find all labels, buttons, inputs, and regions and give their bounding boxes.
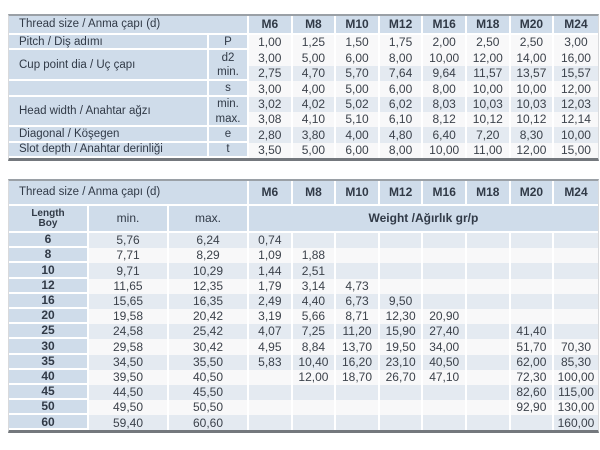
weight-value-cell <box>423 263 467 278</box>
dim-value-cell: 10,12 <box>467 112 511 127</box>
row-symbol: min. <box>209 97 249 112</box>
weight-value-cell <box>293 233 337 248</box>
dim-value-cell: 7,64 <box>380 66 424 81</box>
size-col-header-m6: M6 <box>249 16 293 35</box>
weight-value-cell <box>467 370 511 385</box>
min-value-cell: 29,58 <box>89 339 169 354</box>
weight-value-cell <box>380 263 424 278</box>
dim-value-cell: 2,00 <box>423 35 467 50</box>
weight-value-cell: 12,30 <box>380 309 424 324</box>
dim-value-cell: 3,02 <box>249 97 293 112</box>
length-cell: 8 <box>9 248 89 263</box>
weight-value-cell: 11,20 <box>336 324 380 339</box>
dim-value-cell: 6,10 <box>380 112 424 127</box>
weight-value-cell <box>467 324 511 339</box>
dim-value-cell: 5,02 <box>336 97 380 112</box>
weight-value-cell <box>554 279 598 294</box>
dim-value-cell: 11,00 <box>467 143 511 158</box>
size-col-header-m8: M8 <box>293 16 337 35</box>
weight-value-cell <box>423 294 467 309</box>
weight-band-header: Weight /Ağırlık gr/p <box>249 206 598 233</box>
min-value-cell: 19,58 <box>89 309 169 324</box>
table2-title: Thread size / Anma çapı (d) <box>9 181 249 206</box>
weight-value-cell <box>249 385 293 400</box>
row-label: Pitch / Diş adımı <box>9 35 209 50</box>
max-value-cell: 35,50 <box>169 355 249 370</box>
dim-value-cell: 10,00 <box>423 143 467 158</box>
weight-value-cell <box>467 248 511 263</box>
weight-value-cell: 3,19 <box>249 309 293 324</box>
dim-value-cell: 8,00 <box>380 143 424 158</box>
max-col-header: max. <box>169 206 249 233</box>
dim-value-cell: 4,70 <box>293 66 337 81</box>
weight-value-cell: 7,25 <box>293 324 337 339</box>
weight-value-cell <box>511 263 555 278</box>
weight-value-cell <box>554 248 598 263</box>
size-col-header-m16: M16 <box>423 16 467 35</box>
weight-value-cell <box>511 233 555 248</box>
weight-value-cell <box>467 339 511 354</box>
length-cell: 30 <box>9 339 89 354</box>
weight-value-cell: 41,40 <box>511 324 555 339</box>
weight-value-cell <box>249 415 293 430</box>
dim-value-cell: 14,00 <box>511 50 555 65</box>
dim-value-cell: 15,00 <box>554 143 598 158</box>
weight-value-cell: 160,00 <box>554 415 598 430</box>
length-col-header <box>9 206 89 233</box>
dim-value-cell: 8,00 <box>380 50 424 65</box>
weight-value-cell <box>554 324 598 339</box>
weight-value-cell: 26,70 <box>380 370 424 385</box>
dimensions-table <box>8 14 599 161</box>
weight-value-cell: 1,44 <box>249 263 293 278</box>
weight-value-cell <box>467 294 511 309</box>
weight-value-cell: 19,50 <box>380 339 424 354</box>
dim-value-cell: 1,75 <box>380 35 424 50</box>
max-value-cell: 60,60 <box>169 415 249 430</box>
weight-value-cell: 4,07 <box>249 324 293 339</box>
weight-value-cell: 27,40 <box>423 324 467 339</box>
row-symbol: max. <box>209 112 249 127</box>
dim-value-cell: 10,00 <box>511 81 555 96</box>
dim-value-cell: 5,00 <box>293 143 337 158</box>
length-cell: 45 <box>9 385 89 400</box>
row-symbol: t <box>209 143 249 158</box>
weight-value-cell: 15,90 <box>380 324 424 339</box>
size-col-header-m24: M24 <box>554 16 598 35</box>
max-value-cell: 20,42 <box>169 309 249 324</box>
length-cell: 50 <box>9 400 89 415</box>
dim-value-cell: 9,64 <box>423 66 467 81</box>
min-value-cell: 44,50 <box>89 385 169 400</box>
length-cell: 25 <box>9 324 89 339</box>
weight-value-cell: 70,30 <box>554 339 598 354</box>
size-col-header-m10: M10 <box>336 181 380 206</box>
weight-value-cell: 3,14 <box>293 279 337 294</box>
weight-value-cell: 23,10 <box>380 355 424 370</box>
weight-value-cell: 2,51 <box>293 263 337 278</box>
weight-value-cell <box>336 400 380 415</box>
dim-value-cell: 8,03 <box>423 97 467 112</box>
weight-value-cell <box>380 400 424 415</box>
dim-value-cell: 12,00 <box>467 50 511 65</box>
weight-value-cell <box>336 385 380 400</box>
weight-value-cell: 1,88 <box>293 248 337 263</box>
weight-value-cell <box>467 263 511 278</box>
weight-value-cell: 85,30 <box>554 355 598 370</box>
weight-value-cell: 10,40 <box>293 355 337 370</box>
weight-value-cell: 5,83 <box>249 355 293 370</box>
weight-value-cell: 0,74 <box>249 233 293 248</box>
weight-value-cell: 8,84 <box>293 339 337 354</box>
weight-value-cell <box>467 400 511 415</box>
min-value-cell: 39,50 <box>89 370 169 385</box>
weight-value-cell <box>467 355 511 370</box>
weight-value-cell: 4,40 <box>293 294 337 309</box>
min-value-cell: 11,65 <box>89 279 169 294</box>
dim-value-cell: 3,08 <box>249 112 293 127</box>
weight-value-cell: 4,95 <box>249 339 293 354</box>
weight-value-cell <box>467 233 511 248</box>
dim-value-cell: 1,25 <box>293 35 337 50</box>
dim-value-cell: 1,00 <box>249 35 293 50</box>
weight-value-cell <box>423 233 467 248</box>
max-value-cell: 45,50 <box>169 385 249 400</box>
weight-value-cell: 92,90 <box>511 400 555 415</box>
weight-value-cell <box>336 415 380 430</box>
min-col-header: min. <box>89 206 169 233</box>
weight-value-cell: 40,50 <box>423 355 467 370</box>
dim-value-cell: 2,50 <box>467 35 511 50</box>
weight-value-cell <box>380 415 424 430</box>
dim-value-cell: 16,00 <box>554 50 598 65</box>
dim-value-cell: 5,10 <box>336 112 380 127</box>
length-cell: 6 <box>9 233 89 248</box>
row-symbol: e <box>209 127 249 142</box>
weight-value-cell: 82,60 <box>511 385 555 400</box>
weight-value-cell: 115,00 <box>554 385 598 400</box>
length-header-en: Length <box>31 207 65 219</box>
dim-value-cell: 4,00 <box>336 127 380 142</box>
dim-value-cell: 6,02 <box>380 97 424 112</box>
weight-value-cell <box>511 279 555 294</box>
size-col-header-m18: M18 <box>467 16 511 35</box>
weight-value-cell: 100,00 <box>554 370 598 385</box>
dim-value-cell: 7,20 <box>467 127 511 142</box>
weight-value-cell <box>293 400 337 415</box>
weight-value-cell: 34,00 <box>423 339 467 354</box>
dim-value-cell: 8,00 <box>423 81 467 96</box>
max-value-cell: 12,35 <box>169 279 249 294</box>
weight-value-cell <box>423 248 467 263</box>
dim-value-cell: 4,10 <box>293 112 337 127</box>
dim-value-cell: 5,00 <box>336 81 380 96</box>
weight-value-cell <box>423 415 467 430</box>
size-col-header-m16: M16 <box>423 181 467 206</box>
dim-value-cell: 12,03 <box>554 97 598 112</box>
dim-value-cell: 5,00 <box>293 50 337 65</box>
size-col-header-m12: M12 <box>380 181 424 206</box>
size-col-header-m8: M8 <box>293 181 337 206</box>
dim-value-cell: 3,80 <box>293 127 337 142</box>
row-label: Diagonal / Köşegen <box>9 127 209 142</box>
weight-value-cell <box>467 415 511 430</box>
row-symbol: P <box>209 35 249 50</box>
weight-value-cell: 8,71 <box>336 309 380 324</box>
min-value-cell: 49,50 <box>89 400 169 415</box>
length-weight-table <box>8 179 599 433</box>
weight-value-cell <box>380 248 424 263</box>
weight-value-cell <box>423 279 467 294</box>
length-cell: 60 <box>9 415 89 430</box>
weight-value-cell: 1,09 <box>249 248 293 263</box>
dim-value-cell: 10,03 <box>511 97 555 112</box>
min-value-cell: 24,58 <box>89 324 169 339</box>
max-value-cell: 40,50 <box>169 370 249 385</box>
weight-value-cell: 5,66 <box>293 309 337 324</box>
weight-value-cell <box>554 294 598 309</box>
dim-value-cell: 4,02 <box>293 97 337 112</box>
dim-value-cell: 2,80 <box>249 127 293 142</box>
weight-value-cell <box>336 248 380 263</box>
dim-value-cell: 10,00 <box>423 50 467 65</box>
dim-value-cell: 3,00 <box>249 50 293 65</box>
dim-value-cell: 10,00 <box>467 81 511 96</box>
max-value-cell: 10,29 <box>169 263 249 278</box>
size-col-header-m10: M10 <box>336 16 380 35</box>
dim-value-cell: 4,00 <box>293 81 337 96</box>
weight-value-cell: 13,70 <box>336 339 380 354</box>
row-label <box>9 81 209 96</box>
row-label: Head width / Anahtar ağzı <box>9 97 209 128</box>
dim-value-cell: 12,00 <box>511 143 555 158</box>
dim-value-cell: 10,03 <box>467 97 511 112</box>
weight-value-cell <box>336 263 380 278</box>
weight-value-cell <box>554 263 598 278</box>
dim-value-cell: 1,50 <box>336 35 380 50</box>
row-symbol: s <box>209 81 249 96</box>
weight-value-cell: 47,10 <box>423 370 467 385</box>
length-cell: 16 <box>9 294 89 309</box>
min-value-cell: 7,71 <box>89 248 169 263</box>
length-cell: 12 <box>9 279 89 294</box>
weight-value-cell <box>249 370 293 385</box>
weight-value-cell <box>511 309 555 324</box>
max-value-cell: 16,35 <box>169 294 249 309</box>
min-value-cell: 9,71 <box>89 263 169 278</box>
min-value-cell: 59,40 <box>89 415 169 430</box>
min-value-cell: 34,50 <box>89 355 169 370</box>
length-cell: 20 <box>9 309 89 324</box>
dim-value-cell: 2,75 <box>249 66 293 81</box>
size-col-header-m18: M18 <box>467 181 511 206</box>
weight-value-cell <box>554 309 598 324</box>
dim-value-cell: 6,00 <box>336 143 380 158</box>
dim-value-cell: 10,00 <box>554 127 598 142</box>
max-value-cell: 30,42 <box>169 339 249 354</box>
length-cell: 10 <box>9 263 89 278</box>
dim-value-cell: 2,50 <box>511 35 555 50</box>
dim-value-cell: 5,70 <box>336 66 380 81</box>
row-label: Slot depth / Anahtar derinliği <box>9 143 209 158</box>
weight-value-cell: 51,70 <box>511 339 555 354</box>
dim-value-cell: 11,57 <box>467 66 511 81</box>
weight-value-cell <box>511 415 555 430</box>
dim-value-cell: 3,00 <box>554 35 598 50</box>
weight-value-cell <box>293 415 337 430</box>
dim-value-cell: 13,57 <box>511 66 555 81</box>
weight-value-cell: 1,79 <box>249 279 293 294</box>
max-value-cell: 50,50 <box>169 400 249 415</box>
weight-value-cell: 16,20 <box>336 355 380 370</box>
dim-value-cell: 4,80 <box>380 127 424 142</box>
size-col-header-m24: M24 <box>554 181 598 206</box>
dim-value-cell: 15,57 <box>554 66 598 81</box>
weight-value-cell <box>380 385 424 400</box>
dim-value-cell: 12,14 <box>554 112 598 127</box>
row-symbol: d2 <box>209 50 249 65</box>
length-cell: 35 <box>9 355 89 370</box>
weight-value-cell: 2,49 <box>249 294 293 309</box>
dim-value-cell: 6,00 <box>380 81 424 96</box>
length-cell: 40 <box>9 370 89 385</box>
dim-value-cell: 8,12 <box>423 112 467 127</box>
max-value-cell: 6,24 <box>169 233 249 248</box>
weight-value-cell <box>249 400 293 415</box>
weight-value-cell <box>380 279 424 294</box>
weight-value-cell: 6,73 <box>336 294 380 309</box>
dim-value-cell: 6,00 <box>336 50 380 65</box>
size-col-header-m6: M6 <box>249 181 293 206</box>
length-header-tr: Boy <box>38 217 58 229</box>
weight-value-cell <box>380 233 424 248</box>
max-value-cell: 8,29 <box>169 248 249 263</box>
weight-value-cell <box>554 233 598 248</box>
weight-value-cell <box>336 233 380 248</box>
size-col-header-m20: M20 <box>511 181 555 206</box>
weight-value-cell <box>423 400 467 415</box>
row-label: Cup point dia / Uç çapı <box>9 50 209 81</box>
weight-value-cell <box>467 385 511 400</box>
dim-value-cell: 12,00 <box>554 81 598 96</box>
table1-title: Thread size / Anma çapı (d) <box>9 16 249 35</box>
weight-value-cell: 18,70 <box>336 370 380 385</box>
weight-value-cell: 62,00 <box>511 355 555 370</box>
weight-value-cell: 72,30 <box>511 370 555 385</box>
weight-value-cell <box>467 309 511 324</box>
min-value-cell: 5,76 <box>89 233 169 248</box>
dim-value-cell: 3,00 <box>249 81 293 96</box>
size-col-header-m12: M12 <box>380 16 424 35</box>
dim-value-cell: 6,40 <box>423 127 467 142</box>
dim-value-cell: 3,50 <box>249 143 293 158</box>
min-value-cell: 15,65 <box>89 294 169 309</box>
row-symbol: min. <box>209 66 249 81</box>
weight-value-cell <box>511 248 555 263</box>
max-value-cell: 25,42 <box>169 324 249 339</box>
dim-value-cell: 8,30 <box>511 127 555 142</box>
weight-value-cell: 9,50 <box>380 294 424 309</box>
size-col-header-m20: M20 <box>511 16 555 35</box>
weight-value-cell <box>293 385 337 400</box>
weight-value-cell <box>423 385 467 400</box>
weight-value-cell: 130,00 <box>554 400 598 415</box>
weight-value-cell: 4,73 <box>336 279 380 294</box>
weight-value-cell <box>511 294 555 309</box>
weight-value-cell: 12,00 <box>293 370 337 385</box>
dim-value-cell: 10,12 <box>511 112 555 127</box>
weight-value-cell <box>467 279 511 294</box>
weight-value-cell: 20,90 <box>423 309 467 324</box>
